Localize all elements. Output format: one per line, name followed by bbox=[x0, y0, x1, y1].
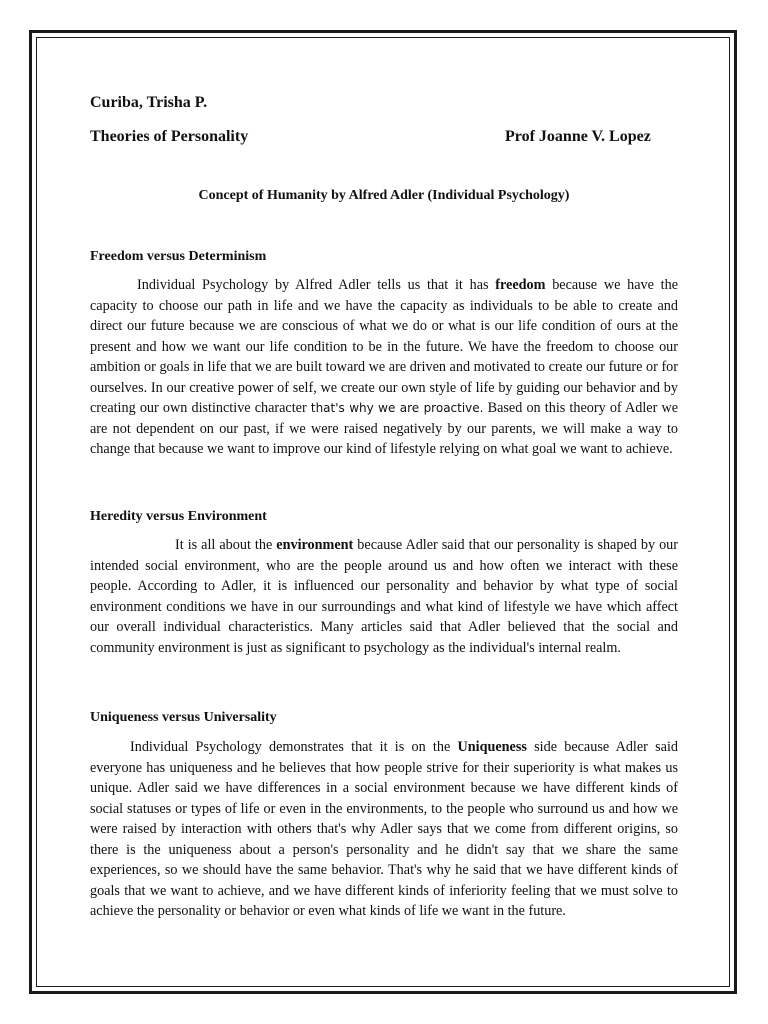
paragraph-text: It is all about the bbox=[175, 537, 277, 553]
section-paragraph-freedom bbox=[90, 275, 678, 460]
paragraph-text: side because Adler said everyone has uniqueness and he believes that how people strive for their superiority is what makes us unique. Adler said we have differences in a social environment because we have different kinds of social statuses or types of life or even in the environments, to the people who surround us and how we were raised by interaction with others that's why Adler says that we come from different origins, so there is the uniqueness about a person's personality and he didn't say that we share the same experiences, so we should have the same behavior. That's why he said that we have different kinds of goals that we want to achieve, and we have different kinds of inferiority feeling that we must solve to achieve the personality or behavior or even what kinds of life we want in the future. bbox=[90, 739, 678, 919]
paragraph-text: Individual Psychology demonstrates that it is on the bbox=[130, 739, 458, 755]
section-paragraph-uniqueness bbox=[90, 737, 678, 922]
emphasis-term: environment bbox=[276, 537, 354, 553]
course-title: Theories of Personality bbox=[90, 128, 249, 145]
section-paragraph-heredity bbox=[90, 535, 678, 658]
paragraph-text: Individual Psychology by Alfred Adler tells us that it has bbox=[137, 277, 496, 293]
paragraph-text: that's why we are proactive. bbox=[310, 401, 484, 415]
professor-name: Prof Joanne V. Lopez bbox=[505, 128, 651, 145]
section-heading-freedom: Freedom versus Determinism bbox=[90, 249, 267, 264]
paragraph-text: because Adler said that our personality is shaped by our intended social environment, who are the people around us and how often we interact with these people. According to Adler, it is influenced our personality and behavior by what type of social environment conditions we have in our surroundings and what kind of lifestyle we have which affect our overall individual characteristics. Many articles said that Adler believed that the social and community environment is just as significant to psychology as the individual's internal realm. bbox=[90, 537, 678, 656]
emphasis-term: Uniqueness bbox=[457, 739, 527, 755]
document-title: Concept of Humanity by Alfred Adler (Individual Psychology) bbox=[198, 188, 570, 203]
paragraph-text: because we have the capacity to choose our path in life and we have the capacity as individuals to be able to create and direct our future because we are conscious of what we do or what is our life condition of ours at the present and how we want our life condition to be in the future. We have the freedom to choose our ambition or goals in life that we are built toward we are driven and motivated to create our future or for ourselves. In our creative power of self, we create our own style of life by guiding our behavior and by creating our own distinctive character bbox=[90, 277, 678, 416]
author-name: Curiba, Trisha P. bbox=[90, 94, 208, 111]
section-heading-heredity: Heredity versus Environment bbox=[90, 509, 267, 524]
section-heading-uniqueness: Uniqueness versus Universality bbox=[90, 710, 277, 725]
emphasis-term: freedom bbox=[495, 277, 546, 293]
paragraph-text: Based on this theory of Adler we are not dependent on our past, if we were raised negatively by our parents, we will make a way to change that because we want to improve our kind of lifestyle relying on what goal we want to achieve. bbox=[90, 400, 678, 457]
